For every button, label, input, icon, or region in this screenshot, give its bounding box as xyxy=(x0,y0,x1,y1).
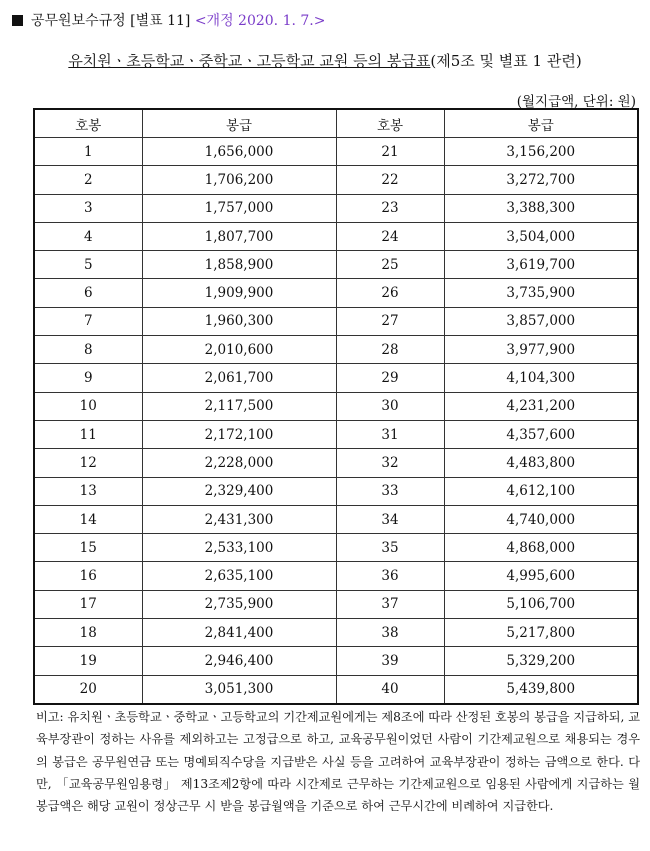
document-title xyxy=(0,50,650,71)
step-cell: 34 xyxy=(336,505,444,533)
regulation-header xyxy=(12,10,325,30)
table-row xyxy=(34,279,638,307)
pay-cell: 1,909,900 xyxy=(142,279,336,307)
step-cell: 6 xyxy=(34,279,142,307)
step-cell: 19 xyxy=(34,647,142,675)
step-cell: 30 xyxy=(336,392,444,420)
table-row xyxy=(34,534,638,562)
step-cell: 25 xyxy=(336,251,444,279)
step-cell: 2 xyxy=(34,166,142,194)
pay-cell: 5,329,200 xyxy=(444,647,638,675)
pay-cell: 4,104,300 xyxy=(444,364,638,392)
step-cell: 10 xyxy=(34,392,142,420)
table-row xyxy=(34,138,638,166)
table-row xyxy=(34,562,638,590)
table-header-row xyxy=(34,109,638,138)
table-row xyxy=(34,477,638,505)
pay-cell: 1,858,900 xyxy=(142,251,336,279)
square-bullet-icon xyxy=(12,15,23,26)
table-row xyxy=(34,505,638,533)
pay-cell: 4,483,800 xyxy=(444,449,638,477)
step-cell: 27 xyxy=(336,307,444,335)
step-cell: 14 xyxy=(34,505,142,533)
table-row xyxy=(34,166,638,194)
title-main: 유치원ㆍ초등학교ㆍ중학교ㆍ고등학교 교원 등의 봉급표 xyxy=(68,52,431,70)
pay-cell: 2,010,600 xyxy=(142,336,336,364)
table-row xyxy=(34,194,638,222)
table-row xyxy=(34,364,638,392)
pay-cell: 2,735,900 xyxy=(142,590,336,618)
step-cell: 16 xyxy=(34,562,142,590)
pay-cell: 1,706,200 xyxy=(142,166,336,194)
pay-cell: 4,357,600 xyxy=(444,420,638,448)
table-row xyxy=(34,307,638,335)
salary-table xyxy=(33,108,639,705)
step-cell: 18 xyxy=(34,619,142,647)
regulation-name: 공무원보수규정 [별표 11] xyxy=(31,13,191,29)
pay-cell: 2,117,500 xyxy=(142,392,336,420)
step-cell: 17 xyxy=(34,590,142,618)
step-cell: 22 xyxy=(336,166,444,194)
pay-cell: 3,857,000 xyxy=(444,307,638,335)
pay-cell: 3,619,700 xyxy=(444,251,638,279)
header-pay: 봉급 xyxy=(444,109,638,138)
table-row xyxy=(34,449,638,477)
table-row xyxy=(34,590,638,618)
step-cell: 36 xyxy=(336,562,444,590)
step-cell: 26 xyxy=(336,279,444,307)
pay-cell: 5,439,800 xyxy=(444,675,638,704)
step-cell: 29 xyxy=(336,364,444,392)
pay-cell: 2,228,000 xyxy=(142,449,336,477)
step-cell: 38 xyxy=(336,619,444,647)
pay-cell: 2,946,400 xyxy=(142,647,336,675)
table-row xyxy=(34,251,638,279)
header-step: 호봉 xyxy=(34,109,142,138)
step-cell: 11 xyxy=(34,420,142,448)
step-cell: 15 xyxy=(34,534,142,562)
step-cell: 8 xyxy=(34,336,142,364)
pay-cell: 2,841,400 xyxy=(142,619,336,647)
header-step: 호봉 xyxy=(336,109,444,138)
step-cell: 39 xyxy=(336,647,444,675)
pay-cell: 3,735,900 xyxy=(444,279,638,307)
pay-cell: 4,740,000 xyxy=(444,505,638,533)
step-cell: 32 xyxy=(336,449,444,477)
pay-cell: 2,061,700 xyxy=(142,364,336,392)
pay-cell: 2,431,300 xyxy=(142,505,336,533)
step-cell: 40 xyxy=(336,675,444,704)
pay-cell: 3,272,700 xyxy=(444,166,638,194)
header-pay: 봉급 xyxy=(142,109,336,138)
pay-cell: 4,612,100 xyxy=(444,477,638,505)
amendment-date: <개정 2020. 1. 7.> xyxy=(194,13,326,29)
pay-cell: 2,172,100 xyxy=(142,420,336,448)
table-row xyxy=(34,392,638,420)
pay-cell: 3,388,300 xyxy=(444,194,638,222)
pay-cell: 2,329,400 xyxy=(142,477,336,505)
pay-cell: 1,656,000 xyxy=(142,138,336,166)
step-cell: 1 xyxy=(34,138,142,166)
pay-cell: 4,995,600 xyxy=(444,562,638,590)
step-cell: 4 xyxy=(34,222,142,250)
table-row xyxy=(34,420,638,448)
step-cell: 3 xyxy=(34,194,142,222)
table-row xyxy=(34,619,638,647)
pay-cell: 5,217,800 xyxy=(444,619,638,647)
pay-cell: 1,757,000 xyxy=(142,194,336,222)
step-cell: 21 xyxy=(336,138,444,166)
title-reference: (제5조 및 별표 1 관련) xyxy=(430,52,582,70)
step-cell: 28 xyxy=(336,336,444,364)
step-cell: 35 xyxy=(336,534,444,562)
pay-cell: 3,977,900 xyxy=(444,336,638,364)
pay-cell: 2,533,100 xyxy=(142,534,336,562)
step-cell: 5 xyxy=(34,251,142,279)
step-cell: 20 xyxy=(34,675,142,704)
step-cell: 9 xyxy=(34,364,142,392)
pay-cell: 3,156,200 xyxy=(444,138,638,166)
step-cell: 33 xyxy=(336,477,444,505)
table-row xyxy=(34,675,638,704)
table-row xyxy=(34,336,638,364)
pay-cell: 5,106,700 xyxy=(444,590,638,618)
pay-cell: 2,635,100 xyxy=(142,562,336,590)
remarks-note: 비고: 유치원ㆍ초등학교ㆍ중학교ㆍ고등학교의 기간제교원에게는 제8조에 따라 산정된 호봉의 봉급을 지급하되, 교육부장관이 정하는 사유를 제외하고는 고정급으로 하고, 교육공무원이었던 사람이 기간제교원으로 채용되는 경우의 봉급은 공무원연금 또는 명예퇴직수당을 지급받은 사실 등을 고려하여 교육부장관이 정하는 금액으로 한다. 다만, 「교육공무원임용령」 제13조제2항에 따라 시간제로 근무하는 기간제교원으로 임용된 사람에게 지급하는 월봉급액은 해당 교원이 정상근무 시 받을 봉급월액을 기준으로 하여 근무시간에 비례하여 지급한다. xyxy=(36,710,640,814)
pay-cell: 3,051,300 xyxy=(142,675,336,704)
step-cell: 37 xyxy=(336,590,444,618)
step-cell: 23 xyxy=(336,194,444,222)
pay-cell: 1,807,700 xyxy=(142,222,336,250)
table-row xyxy=(34,647,638,675)
step-cell: 12 xyxy=(34,449,142,477)
pay-cell: 4,868,000 xyxy=(444,534,638,562)
pay-cell: 3,504,000 xyxy=(444,222,638,250)
unit-note: (월지급액, 단위: 원) xyxy=(516,94,636,110)
pay-cell: 4,231,200 xyxy=(444,392,638,420)
pay-cell: 1,960,300 xyxy=(142,307,336,335)
step-cell: 24 xyxy=(336,222,444,250)
step-cell: 13 xyxy=(34,477,142,505)
step-cell: 31 xyxy=(336,420,444,448)
table-row xyxy=(34,222,638,250)
step-cell: 7 xyxy=(34,307,142,335)
